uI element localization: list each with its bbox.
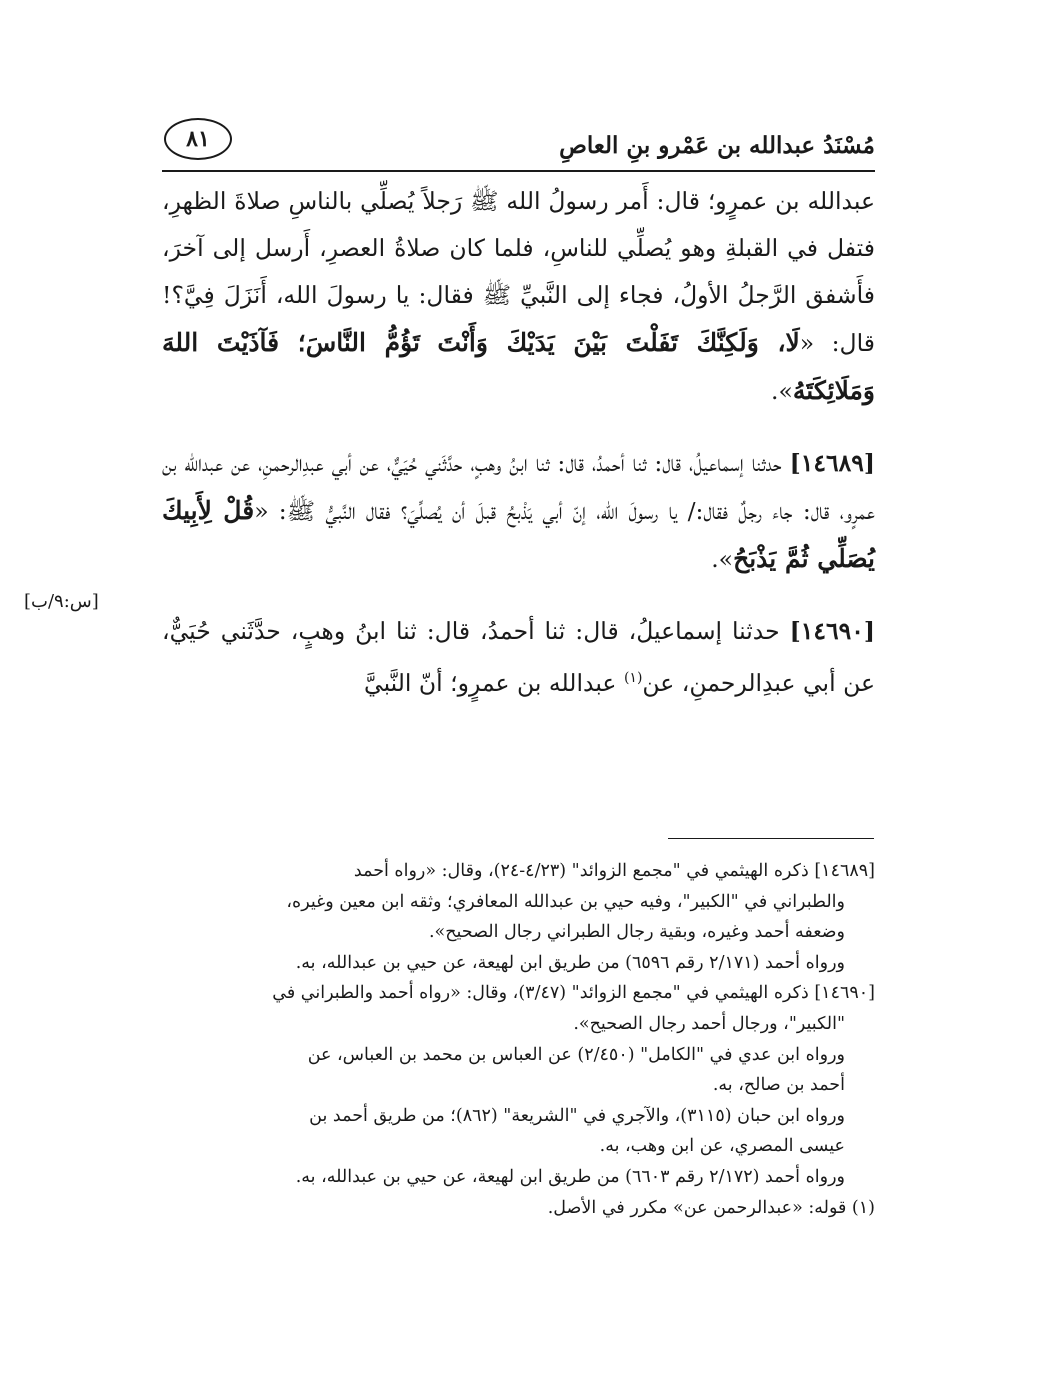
footnote-line: عيسى المصري، عن ابن وهب، به. (599, 1136, 845, 1157)
text-line: حدثنا إسماعيلُ، قال: ثنا أحمدُ، قال: ثنا ابنُ وهبٍ، (470, 449, 782, 477)
text-line: أَرسل إلى آخرَ، فأَشفق الرَّجلُ الأولُ، فجاء إلى النَّبيِّ ﷺ فقال: (162, 234, 875, 309)
paragraph-continuation (162, 178, 875, 415)
prophetic-saying: تَؤُمُّ النَّاسَ؛ فَآذَيْتَ اللهَ وَمَلَائِكَتَهُ (162, 328, 875, 405)
hadith-number: [١٤٦٨٩] (789, 449, 875, 477)
footnote-line: "الكبير"، ورجال أحمد رجال الصحيح». (573, 1013, 845, 1034)
footnote-line: والطبراني في "الكبير"، وفيه حيي بن عبدالله المعافري؛ وثقه ابن معين وغيره، (286, 891, 845, 912)
footnote-line: (١) قوله: «عبدالرحمن عن» مكرر في الأصل. (547, 1197, 875, 1218)
text-line: عبدالله بن عمرٍو؛ أنّ النَّبيَّ (363, 668, 617, 697)
text-line: عبدالله بن عمرٍو؛ قال: أَمر رسولُ الله ﷺ رَجلاً يُصلِّي بالناسِ صلاةَ (234, 187, 875, 215)
page-header (162, 112, 875, 174)
footnote-line: ورواه ابن حبان (٣١١٥)، والآجري في "الشريعة" (٨٦٢)؛ من طريق أحمد بن (309, 1105, 845, 1126)
text-line: يا رسولَ الله، أَنَزَلَ فِيَّ؟! قال: « (162, 281, 875, 357)
footnote-ref: (١) (623, 670, 643, 686)
footnote-rule (668, 838, 874, 839)
text-line: ». (711, 545, 734, 573)
text-line: رجلٌ فقال:/ يا رسولَ الله، إنّ أبي يَذْبحُ قبلَ أن يُصلِّيَ؟ فقال النَّبيُّ (325, 497, 763, 525)
footnote-line: [١٤٦٨٩] ذكره الهيثمي في "مجمع الزوائد" (٤/٢٣-٢٤)، وقال: «رواه أحمد (353, 861, 875, 881)
footnote-line: وضعفه أحمد وغيره، وبقية رجال الطبراني رجال الصحيح». (428, 922, 845, 943)
manuscript-margin-note: [س:٩/ب] (24, 591, 99, 612)
text-line: الظهرِ، فتفل في القبلةِ وهو يُصلِّي للناسِ، فلما كان صلاةُ العصرِ، (162, 187, 875, 262)
prophetic-saying: لَا، وَلَكِنَّكَ تَفَلْتَ بَيْنَ يَدَيْكَ وَأَنْتَ (437, 328, 800, 357)
main-text (162, 178, 875, 707)
running-title: مُسْنَدُ عبدالله بن عَمْرو بنِ العاصِ (559, 132, 875, 159)
hadith-paragraph-14689 (162, 440, 875, 583)
prophetic-saying: قُلْ لِأَبِيكَ يُصَلِّي ثُمَّ يَذْبَحُ (162, 496, 875, 573)
page-number: ٨١ (164, 118, 232, 160)
text-line: حدثنا إسماعيلُ، قال: ثنا أحمدُ، قال: ثنا ابنُ وهبٍ، (290, 617, 780, 645)
text-line: ﷺ: « (254, 497, 316, 525)
hadith-paragraph-14690 (162, 608, 875, 707)
text-line: ». (771, 377, 793, 405)
footnote-line: ورواه أحمد (٢/١٧٢ رقم ٦٦٠٣) من طريق ابن لهيعة، عن حيي بن عبدالله، به. (295, 1166, 845, 1187)
text-line: حدَّثَني حُيَيٌّ، عن أبي عبدِالرحمنِ، عن عبدالله بن عمرٍو، قال: جاء (162, 449, 875, 525)
hadith-number: [١٤٦٩٠] (789, 617, 875, 645)
footnote-line: [١٤٦٩٠] ذكره الهيثمي في "مجمع الزوائد" (٣/٤٧)، وقال: «رواه أحمد والطبراني في (272, 983, 875, 1004)
footnote-line: ورواه ابن عدي في "الكامل" (٢/٤٥٠) عن العباس بن محمد بن العباس، عن (307, 1044, 845, 1065)
footnote-line: أحمد بن صالح، به. (712, 1075, 845, 1096)
text-line: حدَّثَني حُيَيٌّ، عن أبي عبدِالرحمنِ، عن (162, 617, 875, 697)
footnotes (162, 856, 875, 1223)
header-rule (162, 170, 875, 172)
footnote-line: ورواه أحمد (٢/١٧١ رقم ٦٥٩٦) من طريق ابن لهيعة، عن حيي بن عبدالله، به. (295, 952, 845, 973)
